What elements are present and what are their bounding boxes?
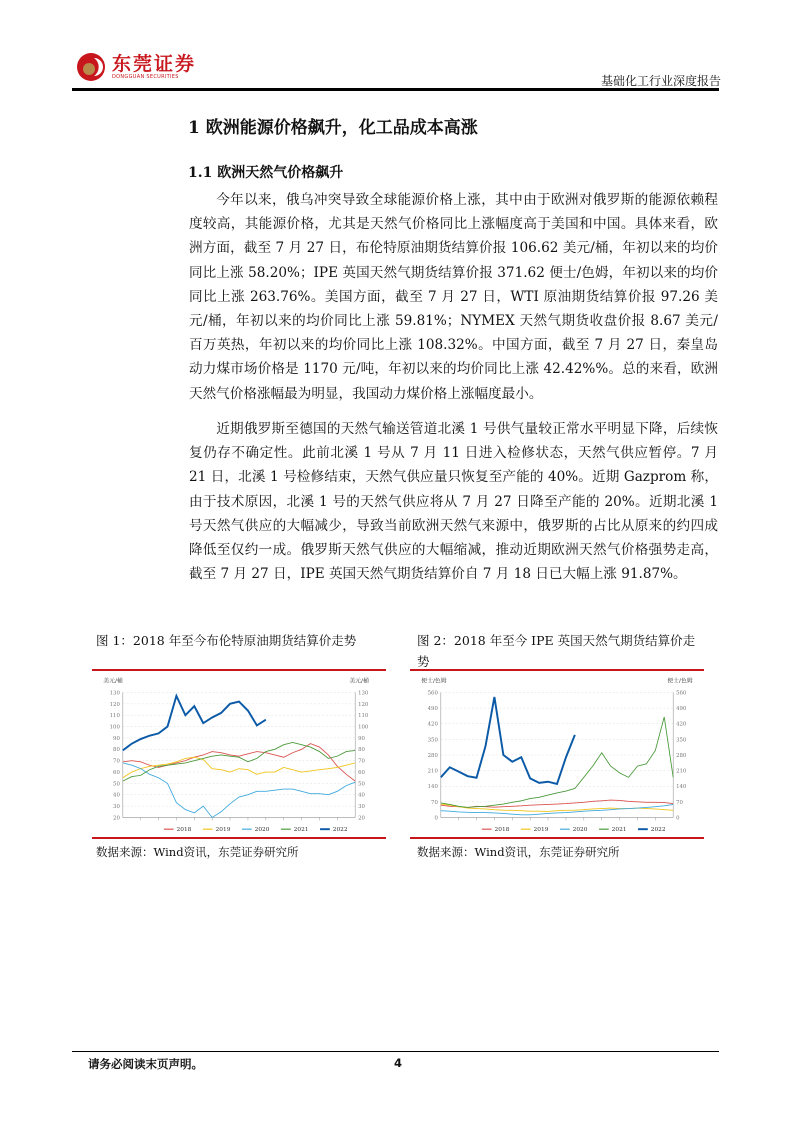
y-tick-label-left: 40: [113, 792, 120, 799]
brent-chart: [92, 669, 386, 839]
y-tick-label-left: 490: [427, 706, 438, 713]
header-divider: [72, 88, 719, 91]
page-number: 4: [394, 1056, 403, 1070]
footer-disclaimer: 请务必阅读末页声明。: [88, 1057, 203, 1071]
section-title: 1 欧洲能源价格飙升，化工品成本高涨: [188, 118, 478, 138]
subsection-title: 1.1 欧洲天然气价格飙升: [188, 165, 344, 181]
y-tick-label-right: 90: [358, 735, 365, 742]
y-tick-label-right: 280: [676, 752, 687, 759]
y-tick-label-left: 90: [113, 735, 120, 742]
y-tick-label-right: 70: [358, 758, 365, 765]
y-tick-label-right: 210: [676, 768, 687, 775]
y-tick-label-left: 130: [109, 690, 120, 697]
brand-name: 东莞证券: [112, 53, 197, 75]
y-tick-label-left: 120: [109, 701, 120, 708]
legend-label-2018: 2018: [494, 827, 510, 834]
y-tick-label-left: 50: [113, 781, 120, 788]
y-tick-label-left: 30: [113, 804, 120, 811]
y-tick-label-left: 70: [113, 758, 120, 765]
y-axis-label-right: 美元/桶: [349, 678, 369, 685]
company-logo: [76, 52, 196, 82]
report-type: 基础化工行业深度报告: [600, 74, 721, 88]
y-tick-label-right: 50: [358, 781, 365, 788]
y-tick-label-right: 20: [358, 815, 365, 822]
legend-label-2022: 2022: [332, 827, 348, 834]
series-line-2018: [441, 800, 673, 807]
legend-label-2019: 2019: [533, 827, 549, 834]
legend-label-2019: 2019: [215, 827, 231, 834]
figure-source: 数据来源：Wind资讯，东莞证券研究所: [417, 845, 620, 859]
y-tick-label-right: 420: [676, 721, 687, 728]
y-tick-label-right: 60: [358, 769, 365, 776]
legend-label-2022: 2022: [650, 827, 666, 834]
y-tick-label-right: 110: [358, 713, 369, 720]
legend-label-2021: 2021: [293, 827, 309, 834]
y-tick-label-left: 70: [431, 799, 438, 806]
legend-label-2020: 2020: [254, 827, 270, 834]
y-tick-label-left: 350: [427, 737, 438, 744]
series-line-2020: [123, 763, 355, 818]
y-axis-label-right: 便士/色姆: [667, 678, 693, 685]
y-axis-label-left: 便士/色姆: [421, 678, 447, 685]
y-tick-label-left: 140: [427, 784, 438, 791]
y-tick-label-right: 140: [676, 784, 687, 791]
y-tick-label-right: 30: [358, 804, 365, 811]
brand-name-en: DONGGUAN SECURITIES: [112, 74, 179, 80]
y-tick-label-left: 210: [427, 768, 438, 775]
y-tick-label-right: 490: [676, 706, 687, 713]
body-paragraph: 近期俄罗斯至德国的天然气输送管道北溪 1 号供气量较正常水平明显下降，后续恢复仍存不确定性。此前北溪 1 号从 7 月 11 日进入检修状态，天然气供应暂停。7 月 21 日，北溪 1 号检修结束，天然气供应量只恢复至产能的 40%。近期 Gazprom 称，由于技术原因，北溪 1 号的天然气供应将从 7 月 27 日降至产能的 20%。近期北溪 1 号天然气供应的大幅减少，导致当前欧洲天然气来源中，俄罗斯的占比从原来的约四成降低至仅约一成。俄罗斯天然气供应的大幅缩减，推动近期欧洲天然气价格强势走高，截至 7 月 27 日，IPE 英国天然气期货结算价自 7 月 18 日已大幅上涨 91.87%。: [189, 421, 718, 583]
footer-divider: [72, 1051, 719, 1052]
figure-source: 数据来源：Wind资讯，东莞证券研究所: [96, 845, 299, 859]
y-tick-label-left: 280: [427, 752, 438, 759]
y-tick-label-right: 70: [676, 799, 683, 806]
body-paragraph: 今年以来，俄乌冲突导致全球能源价格上涨，其中由于欧洲对俄罗斯的能源依赖程度较高，其能源价格，尤其是天然气价格同比上涨幅度高于美国和中国。具体来看，欧洲方面，截至 7 月 27 日，布伦特原油期货结算价报 106.62 美元/桶，年初以来的均价同比上涨 58.20%；IPE 英国天然气期货结算价报 371.62 便士/色姆，年初以来的均价同比上涨 263.76%。美国方面，截至 7 月 27 日，WTI 原油期货结算价报 97.26 美元/桶，年初以来的均价同比上涨 59.81%；NYMEX 天然气期货收盘价报 8.67 美元/百万英热，年初以来的均价同比上涨 108.32%。中国方面，截至 7 月 27 日，秦皇岛动力煤市场价格是 1170 元/吨，年初以来的均价同比上涨 42.42%%。总的来看，欧洲天然气价格涨幅最为明显，我国动力煤价格上涨幅度最小。: [189, 192, 718, 402]
y-tick-label-left: 80: [113, 747, 120, 754]
y-tick-label-left: 20: [113, 815, 120, 822]
y-tick-label-right: 560: [676, 690, 687, 697]
y-tick-label-right: 100: [358, 724, 369, 731]
y-tick-label-left: 100: [109, 724, 120, 731]
legend-label-2021: 2021: [611, 827, 627, 834]
y-tick-label-left: 60: [113, 769, 120, 776]
y-tick-label-right: 80: [358, 747, 365, 754]
figure-caption: 图 2：2018 年至今 IPE 英国天然气期货结算价走势: [417, 633, 696, 669]
y-tick-label-right: 350: [676, 737, 687, 744]
ipe-gas-chart: [410, 669, 704, 839]
legend-label-2018: 2018: [176, 827, 192, 834]
y-tick-label-left: 110: [109, 713, 120, 720]
y-tick-label-left: 0: [434, 815, 438, 822]
legend-label-2020: 2020: [572, 827, 588, 834]
y-tick-label-left: 420: [427, 721, 438, 728]
series-line-2018: [123, 744, 355, 781]
figure-caption: 图 1：2018 年至今布伦特原油期货结算价走势: [96, 633, 357, 648]
series-line-2022: [441, 697, 575, 784]
y-tick-label-right: 130: [358, 690, 369, 697]
y-tick-label-right: 120: [358, 701, 369, 708]
y-axis-label-left: 美元/桶: [103, 678, 123, 685]
y-tick-label-left: 560: [427, 690, 438, 697]
y-tick-label-right: 40: [358, 792, 365, 799]
logo-mark-icon: [76, 52, 106, 82]
y-tick-label-right: 0: [676, 815, 680, 822]
series-line-2021: [441, 717, 673, 807]
